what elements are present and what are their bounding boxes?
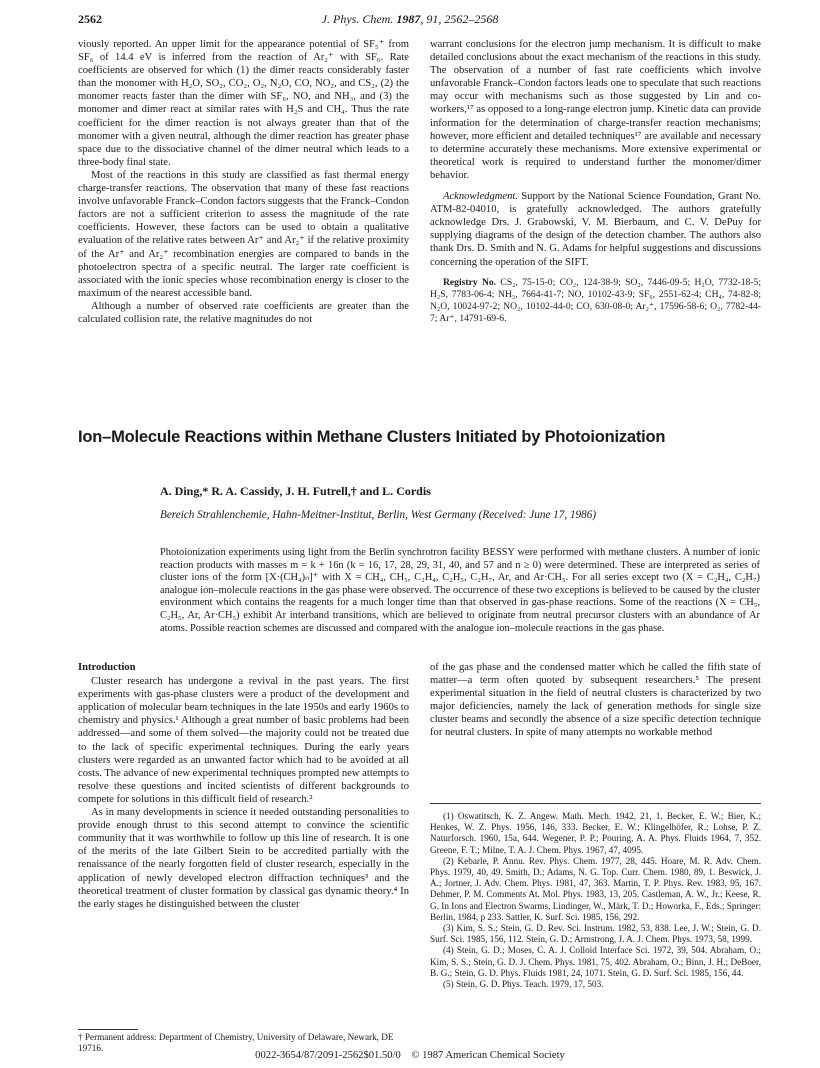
registry-label: Registry No. xyxy=(443,276,497,288)
paragraph: As in many developments in science it needed outstanding personalities to provide enough thrust to this second attempt to convince the scientific community that it was worthwhile to follow up this line of research. It is one of the merits of the late Gilbert Stein to be accredited partially with the renaissance of the nearly forgotten field of cluster research, especially in the application of newly developed electron diffraction techniques³ and the theoretical treatment of cluster formation by classical gas dynamic theory.⁴ In the early stages he distinguished between the cluster xyxy=(78,807,409,910)
paragraph: viously reported. An upper limit for the appearance potential of SF₅⁺ from SF₆ of 14.4 eV is inferred from the reaction of Ar₂⁺ with SF₆. Rate coefficients are observed for which (1) the dimer reacts considerably faster than the monomer with H₂O, SO₂, CO₂, O₂, N₂O, CO, NO₂, and CS₂, (2) the monomer reacts faster than the dimer with SF₆, NO, and NH₃, and (3) the monomer and dimer react at similar rates with H₂S and CH₄. Thus the rate coefficient for the dimer reaction is not always greater than that of the monomer with a given neutral, although the dimer reaction has greater phase space due to the dissociative channel of the dimer neutral which leads to a three-body final state. xyxy=(78,39,409,168)
reference-item: (1) Oswatitsch, K. Z. Angew. Math. Mech. 1942, 21, 1. Becker, E. W.; Bier, K.; Henkes, W. Z. Phys. 1956, 146, 333. Becker, E. W.; Klingelhöfer, R.; Lohse, P. Z. Naturforsch. 1960, 15a, 644. Wegener, P. P.; Pouring, A. A. Phys. Fluids 1964, 7, 352. Greene, F. T.; Milne, T. A. J. Chem. Phys. 1967, 47, 4095. xyxy=(430,811,761,855)
journal-year: 1987 xyxy=(396,12,421,26)
paragraph: Cluster research has undergone a revival in the past years. The first experiments with gas-phase clusters were a product of the development and application of molecular beam techniques in the late 1950s and early 1960s to chemistry and physics.¹ Although a great number of basic problems had been addressed—and some of them solved—the majority could not be treated due to the lack of specific experimental techniques. During the early years clusters were regarded as an unwanted factor which had to be avoided at all costs. The advance of new experimental techniques prompted new attempts to resolve these questions and incited scientists of different backgrounds to compete for solutions in this difficult field of research.² xyxy=(78,676,409,805)
registry-text: CS₂, 75-15-0; CO₂, 124-38-9; SO₂, 7446-09-5; H₂O, 7732-18-5; H₂S, 7783-06-4; NH₃, 7664-41-7; NO, 10102-43-9; SF₆, 2551-62-4; CH₄, 74-82-8; N₂O, 10024-97-2; NO₂, 10102-44-0; CO, 630-08-0; Ar₂⁺, 17596-58-6; O₂, 7782-44-7; Ar⁺, 14791-69-6. xyxy=(430,276,761,324)
article-abstract: Photoionization experiments using light from the Berlin synchrotron facility BESSY were performed with methane clusters. A number of ionic reaction products with masses m = k + 16n (k = 16, 17, 28, 29, 31, 40, and 57 and n ≥ 0) were determined. These are interpreted as series of cluster ions of the form [X·(CH₄)ₙ]⁺ with X = CH₄, CH₅, C₂H₄, C₂H₅, C₂H₇, Ar, and Ar·CH₅. For all series except two (X = C₂H₄, C₂H₇) analogue ion–molecule reactions in the gas phase were observed. The occurrence of these two exceptions is believed to be caused by the cluster environment which contains the reagents for a much longer time than that observed in gas-phase reactions. Some of the reactions (X = CH₅, C₂H₅, Ar, Ar·CH₅) exhibit Ar interband transitions, which are believed to originate from neutral precursor clusters with an abundance of Ar atoms. Possible reaction schemes are discussed and compared with the analogue ion–molecule reactions in the gas phase. xyxy=(160,547,760,634)
footnote-rule xyxy=(78,1029,138,1030)
page-number: 2562 xyxy=(78,12,102,26)
previous-article-left-column xyxy=(78,38,409,326)
previous-article-right-column xyxy=(430,38,761,325)
reference-item: (2) Kebarle, P. Annu. Rev. Phys. Chem. 1977, 28, 445. Hoare, M. R. Adv. Chem. Phys. 1979, 40, 49. Smith, D.; Adams, N. G. Top. Curr. Chem. 1980, 89, 1. Beswick, J. A.; Jortner, J. Adv. Chem. Phys. 1981, 47, 363. Martin, T. P. Phys. Rev. 1983, 95, 167. Dehmer, P. M. Comments At. Mol. Phys. 1983, 13, 205. Castleman, A. W., Jr.; Keese, R. G. In Ions and Electron Swarms, Lindinger, W., Märk, T. D.; Howorka, F., Eds.; Springer: Berlin, 1984, p 233. Sattler, K. Surf. Sci. 1985, 156, 292. xyxy=(430,855,761,922)
paragraph: of the gas phase and the condensed matter which he called the fifth state of matter—a term often quoted by subsequent researchers.⁵ The present experimental situation in the field of neutral clusters is characterized by two major deficiencies, namely the lack of generation methods for single size cluster beams and secondly the absence of a size specific detection technique for neutral clusters. In spite of many attempts no workable method xyxy=(430,662,761,739)
issn-line: 0022-3654/87/2091-2562$01.50/0 xyxy=(255,1050,401,1061)
journal-pages: 2562–2568 xyxy=(444,12,499,26)
introduction-right-column xyxy=(430,661,761,740)
paragraph: Although a number of observed rate coefficients are greater than the calculated collision rate, the relative magnitudes do not xyxy=(78,300,409,325)
acknowledgment xyxy=(430,190,761,269)
journal-volume: 91 xyxy=(426,12,439,26)
section-heading: Introduction xyxy=(78,662,136,673)
reference-item: (4) Stein, G. D.; Moses, C. A. J. Colloid Interface Sci. 1972, 39, 504. Abraham, O.; Kim, S. S.; Stein, G. D. J. Chem. Phys. 1981, 75, 402. Abraham, O.; Binn, J. H.; DeBoer, B. G.; Stein, G. D. Phys. Fluids 1981, 24, 1071. Stein, G. D. Surf. Sci. 1985, 156, 44. xyxy=(430,945,761,978)
acknowledgment-label: Acknowledgment. xyxy=(443,191,519,203)
paragraph: warrant conclusions for the electron jump mechanism. It is difficult to make detailed conclusions about the exact mechanism of the reactions in this study. The observation of a number of fast rate coefficients which involve unfavorable Franck–Condon factors leads one to speculate that such reactions may occur with mechanisms such as those suggested by Lin and co-workers,¹⁷ as opposed to a long-range electron jump. Kinetic data can provide information for the determination of charge-transfer reaction mechanisms; however, more efficient and detailed techniques¹⁷ are available and necessary to determine accurately these mechanisms. More extensive experimental or theoretical work is required to understand further the monomer/dimer behavior. xyxy=(430,39,761,181)
copyright: © 1987 American Chemical Society xyxy=(411,1050,565,1061)
article-affiliation: Bereich Strahlenchemie, Hahn-Meitner-Institut, Berlin, West Germany (Received: June 17, 1986) xyxy=(160,509,597,521)
reference-item: (5) Stein, G. D. Phys. Teach. 1979, 17, 503. xyxy=(443,979,604,990)
registry-numbers xyxy=(430,277,761,325)
running-head: J. Phys. Chem. 1987, 91, 2562–2568 xyxy=(321,12,499,26)
paragraph: Most of the reactions in this study are classified as fast thermal energy charge-transfer reactions. The observation that many of these fast reactions involve unfavorable Franck–Condon factors suggests that the Franck–Condon factors are not a sufficient criterion to assess the magnitude of the rate coefficients. However, these factors can be used to obtain a qualitative evaluation of the relative rates between Ar⁺ and Ar₂⁺ if the relative proximity of the Ar⁺ and Ar₂⁺ recombination energies are compared to bands in the photoelectron spectra of a specific neutral. The larger rate coefficient is associated with the ionic species whose recombination energy is closer to the maximum of the nearest accessible band. xyxy=(78,169,409,299)
footnote: † Permanent address: Department of Chemistry, University of Delaware, Newark, DE 19716. xyxy=(78,1032,394,1053)
acknowledgment-text: Support by the National Science Foundation, Grant No. ATM-82-04010, is gratefully acknowledged. The authors gratefully acknowledge Drs. J. Grabowski, V. M. Bierbaum, and C. V. DePuy for supplying diagrams of the design of the detection chamber. The authors also thank Drs. D. Smith and N. G. Adams for helpful suggestions and discussions concerning the operation of the SIFT. xyxy=(430,191,761,268)
article-title: Ion–Molecule Reactions within Methane Clusters Initiated by Photoionization xyxy=(78,428,666,446)
references xyxy=(430,803,761,990)
journal-name: J. Phys. Chem. xyxy=(321,12,394,26)
introduction-left-column xyxy=(78,661,409,911)
reference-item: (3) Kim, S. S.; Stein, G. D. Rev. Sci. Instrum. 1982, 53, 838. Lee, J. W.; Stein, G. D. Surf. Sci. 1985, 156, 112. Stein, G. D.; Armstrong, J. A. J. Chem. Phys. 1973, 58, 1999. xyxy=(430,923,761,945)
page-footer xyxy=(0,1050,820,1061)
article-authors: A. Ding,* R. A. Cassidy, J. H. Futrell,† and L. Cordis xyxy=(160,484,431,498)
